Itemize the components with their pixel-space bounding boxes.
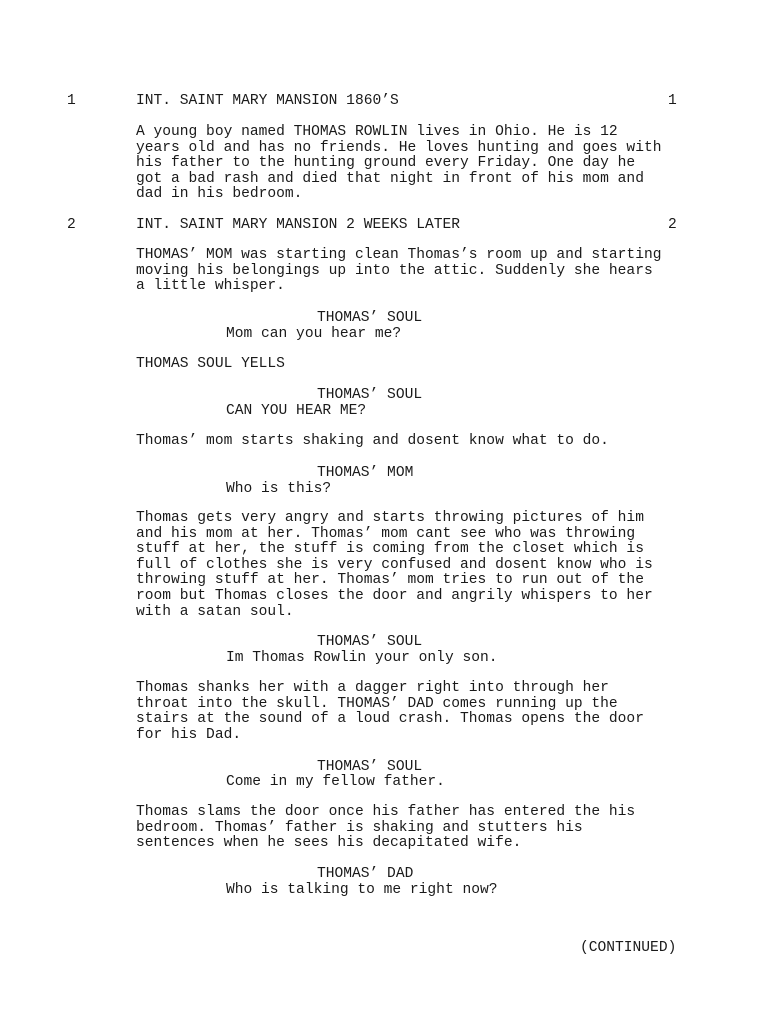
scene-number-right: 1 (668, 93, 677, 109)
dialogue-line: Im Thomas Rowlin your only son. (226, 650, 498, 666)
action-paragraph: THOMAS’ MOM was starting clean Thomas’s room up and starting moving his belongings up into the attic. Suddenly she hears a little whisper. (136, 247, 662, 295)
character-cue: THOMAS’ MOM (317, 465, 414, 481)
character-cue: THOMAS’ SOUL (317, 310, 423, 326)
dialogue-line: Who is this? (226, 481, 332, 497)
dialogue-line: Who is talking to me right now? (226, 882, 498, 898)
scene-heading-2 (0, 217, 768, 233)
scene-number-left: 1 (67, 93, 76, 109)
action-paragraph: Thomas gets very angry and starts throwing pictures of him and his mom at her. Thomas’ mom cant see who was throwing stuff at her, the stuff is coming from the closet which is full of clothes she is very confused and dosent know who is throwing stuff at her. Thomas’ mom tries to run out of the room but Thomas closes the door and angrily whispers to her with a satan soul. (136, 510, 653, 620)
scene-heading-text: INT. SAINT MARY MANSION 2 WEEKS LATER (136, 217, 461, 233)
action-paragraph: THOMAS SOUL YELLS (136, 356, 285, 372)
scene-number-right: 2 (668, 217, 677, 233)
scene-heading-1 (0, 93, 768, 109)
continued-marker: (CONTINUED) (580, 940, 677, 956)
scene-heading-text: INT. SAINT MARY MANSION 1860’S (136, 93, 399, 109)
dialogue-line: Come in my fellow father. (226, 774, 445, 790)
scene-number-left: 2 (67, 217, 76, 233)
character-cue: THOMAS’ SOUL (317, 387, 423, 403)
action-paragraph: Thomas slams the door once his father has entered the his bedroom. Thomas’ father is shaking and stutters his sentences when he sees his decapitated wife. (136, 804, 636, 852)
action-paragraph: Thomas shanks her with a dagger right into through her throat into the skull. THOMAS’ DAD comes running up the stairs at the sound of a loud crash. Thomas opens the door for his Dad. (136, 680, 644, 743)
character-cue: THOMAS’ SOUL (317, 759, 423, 775)
action-paragraph: A young boy named THOMAS ROWLIN lives in Ohio. He is 12 years old and has no friends. He loves hunting and goes with his father to the hunting ground every Friday. One day he got a bad rash and died that night in front of his mom and dad in his bedroom. (136, 124, 662, 203)
action-paragraph: Thomas’ mom starts shaking and dosent know what to do. (136, 433, 609, 449)
dialogue-line: CAN YOU HEAR ME? (226, 403, 367, 419)
dialogue-line: Mom can you hear me? (226, 326, 402, 342)
character-cue: THOMAS’ DAD (317, 866, 414, 882)
character-cue: THOMAS’ SOUL (317, 634, 423, 650)
